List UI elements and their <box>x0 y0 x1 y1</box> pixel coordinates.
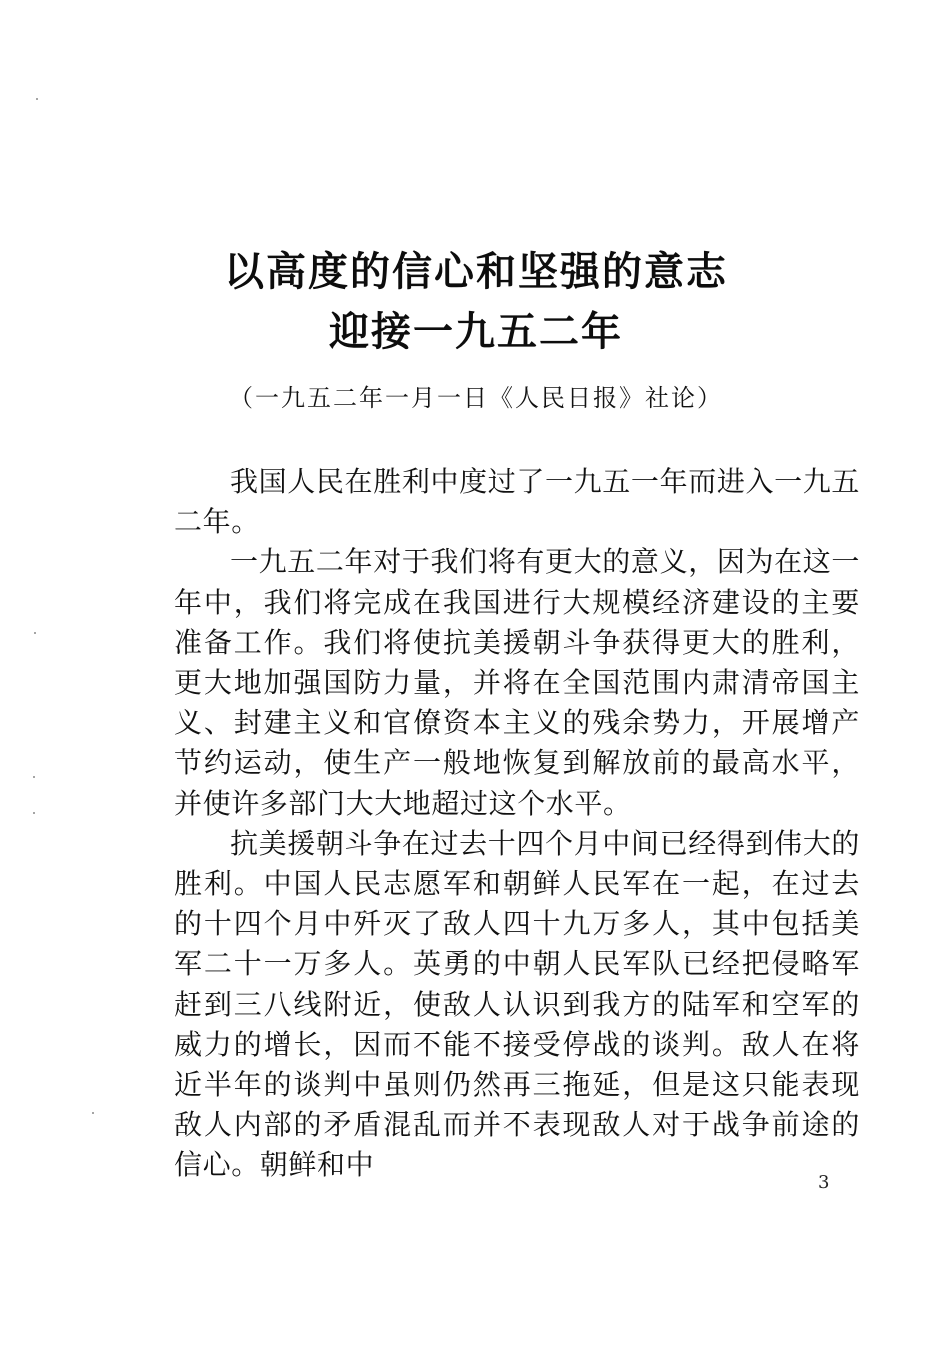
paragraph-1: 我国人民在胜利中度过了一九五一年而进入一九五二年。 <box>174 465 860 539</box>
scan-speck <box>34 632 36 634</box>
title-line-2: 迎接一九五二年 <box>329 309 623 355</box>
scan-speck <box>33 812 35 814</box>
scan-speck <box>92 1112 94 1114</box>
scan-speck <box>36 98 38 100</box>
scan-speck <box>33 776 35 778</box>
article-body <box>174 462 860 1186</box>
paragraph-2: 一九五二年对于我们将有更大的意义，因为在这一年中，我们将完成在我国进行大规模经济建设的主要准备工作。我们将使抗美援朝斗争获得更大的胜利，更大地加强国防力量，并将在全国范围内肃清帝国主义、封建主义和官僚资本主义的残余势力，开展增产节约运动，使生产一般地恢复到解放前的最高水平，并使许多部门大大地超过这个水平。 <box>174 545 860 820</box>
page-number: 3 <box>818 1172 830 1193</box>
title-line-1: 以高度的信心和坚强的意志 <box>224 249 728 295</box>
subtitle-source-note: （一九五二年一月一日《人民日报》社论） <box>229 384 723 412</box>
paragraph-3: 抗美援朝斗争在过去十四个月中间已经得到伟大的胜利。中国人民志愿军和朝鲜人民军在一起，在过去的十四个月中歼灭了敌人四十九万多人，其中包括美军二十一万多人。英勇的中朝人民军队已经把侵略军赶到三八线附近，使敌人认识到我方的陆军和空军的威力的增长，因而不能不接受停战的谈判。敌人在将近半年的谈判中虽则仍然再三拖延，但是这只能表现敌人内部的矛盾混乱而并不表现敌人对于战争前途的信心。朝鲜和中 <box>174 826 860 1182</box>
